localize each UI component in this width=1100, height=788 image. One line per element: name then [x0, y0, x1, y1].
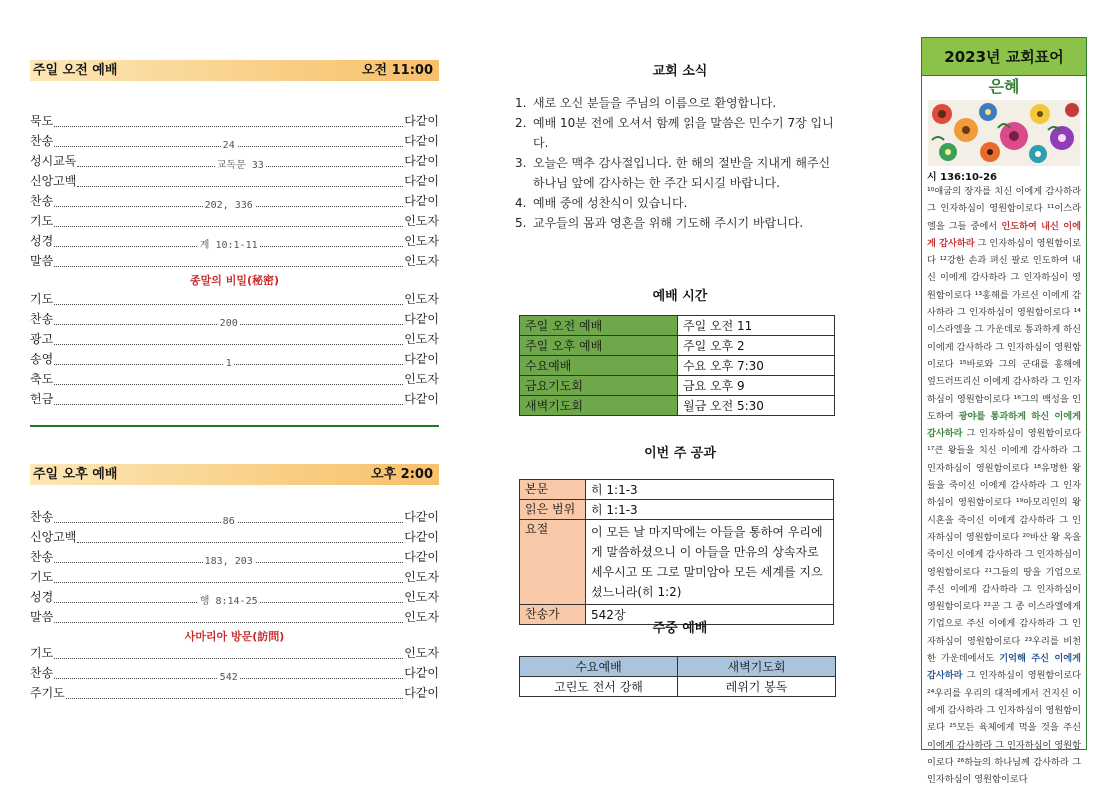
morning-service-title: 주일 오전 예배	[33, 63, 118, 78]
table-row: 요절 이 모든 날 마지막에는 아들을 통하여 우리에게 말씀하셨으니 이 아들을 만유의 상속자로 세우시고 또 그로 말미암아 모든 세계를 지으셨느니라(히 1:2)	[520, 520, 834, 605]
order-item-leader: 다같이	[404, 510, 439, 524]
leader-dots	[54, 312, 403, 329]
order-item-leader: 다같이	[404, 392, 439, 406]
news-item: 3. 오늘은 맥추 감사절입니다. 한 해의 절반을 지내게 해주신 하나님 앞에 감사하는 한 주간 되시길 바랍니다.	[515, 156, 831, 190]
order-item-leader: 인도자	[404, 372, 439, 386]
order-item-leader: 다같이	[404, 666, 439, 680]
afternoon-service-title: 주일 오후 예배	[33, 467, 118, 482]
order-item	[30, 644, 439, 662]
order-item	[30, 370, 439, 388]
morning-sermon-title: 종말의 비밀(秘密)	[189, 274, 279, 287]
table-row: 읽은 범위 히 1:1-3	[520, 500, 834, 520]
order-item	[30, 508, 439, 526]
table-row: 주일 오후 예배 주일 오후 2	[520, 336, 835, 356]
order-item	[30, 350, 439, 368]
service-times-table	[519, 315, 835, 416]
leader-dots	[77, 530, 403, 543]
table-row: 새벽기도회 월금 오전 5:30	[520, 396, 835, 416]
news-title: 교회 소식	[652, 64, 708, 79]
order-item-leader: 다같이	[404, 194, 439, 208]
order-item-label: 찬송	[30, 134, 54, 148]
leader-dots	[77, 174, 403, 187]
order-item-label: 송영	[30, 352, 54, 366]
order-item	[30, 568, 439, 586]
leader-dots	[54, 254, 403, 267]
order-item-label: 헌금	[30, 392, 54, 406]
order-item-label: 찬송	[30, 194, 54, 208]
table-row: 금요기도회 금요 오후 9	[520, 376, 835, 396]
leader-dots	[77, 154, 403, 171]
afternoon-sermon-title: 사마리아 방문(訪問)	[184, 630, 285, 643]
leader-dots	[54, 114, 403, 127]
order-item	[30, 330, 439, 348]
order-item-label: 말씀	[30, 610, 54, 624]
order-item-leader: 다같이	[404, 114, 439, 128]
order-item	[30, 684, 439, 702]
table-row: 수요예배 새벽기도회	[520, 657, 836, 677]
order-item-leader: 다같이	[404, 134, 439, 148]
order-item	[30, 310, 439, 328]
order-item-leader: 다같이	[404, 154, 439, 168]
order-item	[30, 112, 439, 130]
order-item-detail: 1	[225, 358, 232, 369]
order-item-leader: 인도자	[404, 590, 439, 604]
leader-dots	[54, 332, 403, 345]
news-item: 1. 새로 오신 분들을 주님의 이름으로 환영합니다.	[515, 96, 777, 110]
leader-dots	[54, 372, 403, 385]
leader-dots	[54, 292, 403, 305]
order-item-leader: 인도자	[404, 570, 439, 584]
order-item-detail: 202, 336	[204, 200, 253, 211]
year-motto-title: 2023년 교회표어	[922, 38, 1086, 76]
motto-panel	[921, 37, 1087, 786]
order-item-label: 묵도	[30, 114, 54, 128]
leader-dots	[54, 610, 403, 623]
order-item-label: 찬송	[30, 312, 54, 326]
table-row: 본문 히 1:1-3	[520, 480, 834, 500]
order-item	[30, 548, 439, 566]
motto-word: 은혜	[988, 77, 1020, 96]
lesson-table	[519, 479, 834, 625]
leader-dots	[54, 646, 403, 659]
lesson-title: 이번 주 공과	[644, 446, 716, 461]
order-item	[30, 232, 439, 250]
order-item-leader: 인도자	[404, 234, 439, 248]
order-item	[30, 390, 439, 408]
order-item	[30, 528, 439, 546]
order-item-leader: 다같이	[404, 174, 439, 188]
order-item-detail: 24	[222, 140, 235, 151]
order-item-leader: 다같이	[404, 352, 439, 366]
table-row: 고린도 전서 강해 레위기 봉독	[520, 677, 836, 697]
order-item-leader: 인도자	[404, 254, 439, 268]
order-item-detail: 계 10:1-11	[199, 240, 258, 251]
order-item-leader: 다같이	[404, 312, 439, 326]
leader-dots	[54, 510, 403, 527]
order-item-leader: 다같이	[404, 530, 439, 544]
order-item-detail: 183, 203	[204, 556, 253, 567]
order-item-label: 기도	[30, 570, 54, 584]
section-divider	[30, 425, 439, 427]
midweek-table	[519, 656, 836, 697]
leader-dots	[54, 392, 403, 405]
leader-dots	[54, 134, 403, 151]
order-item	[30, 132, 439, 150]
morning-service-time: 오전 11:00	[361, 63, 433, 78]
leader-dots	[54, 550, 403, 567]
order-item-leader: 인도자	[404, 610, 439, 624]
news-item: 4. 예배 중에 성찬식이 있습니다.	[515, 196, 688, 210]
table-row: 주일 오전 예배 주일 오전 11	[520, 316, 835, 336]
order-item	[30, 608, 439, 626]
order-item	[30, 588, 439, 606]
order-item-label: 성경	[30, 234, 54, 248]
leader-dots	[54, 590, 403, 607]
order-item-label: 축도	[30, 372, 54, 386]
order-item-leader: 인도자	[404, 646, 439, 660]
order-item	[30, 152, 439, 170]
news-list	[515, 93, 845, 233]
order-item-label: 성경	[30, 590, 54, 604]
order-item-label: 성시교독	[30, 154, 77, 168]
order-item-detail: 86	[222, 516, 235, 527]
leader-dots	[66, 686, 403, 699]
order-item-detail: 542	[219, 672, 238, 683]
order-item-label: 신앙고백	[30, 530, 77, 544]
order-item-leader: 다같이	[404, 686, 439, 700]
psalm-reference: 시 136:10-26	[927, 172, 997, 183]
order-item-detail: 200	[219, 318, 238, 329]
afternoon-service-time: 오후 2:00	[371, 467, 433, 482]
order-item-leader: 다같이	[404, 550, 439, 564]
service-times-title: 예배 시간	[652, 289, 708, 304]
order-item-label: 기도	[30, 214, 54, 228]
order-item-label: 찬송	[30, 666, 54, 680]
order-item-detail: 교독문 33	[216, 160, 264, 171]
order-item-label: 광고	[30, 332, 54, 346]
afternoon-service-header	[30, 464, 439, 485]
leader-dots	[54, 194, 403, 211]
order-item	[30, 192, 439, 210]
leader-dots	[54, 234, 403, 251]
news-item: 2. 예배 10분 전에 오셔서 함께 읽을 말씀은 민수기 7장 입니다.	[515, 116, 834, 150]
morning-service-header	[30, 60, 439, 81]
order-item-leader: 인도자	[404, 332, 439, 346]
order-item	[30, 664, 439, 682]
order-item	[30, 252, 439, 270]
order-item-leader: 인도자	[404, 214, 439, 228]
order-item-label: 말씀	[30, 254, 54, 268]
order-item-label: 주기도	[30, 686, 65, 700]
order-item-label: 찬송	[30, 550, 54, 564]
news-item: 5. 교우들의 몸과 영혼을 위해 기도해 주시기 바랍니다.	[515, 216, 804, 230]
order-item-detail: 행 8:14-25	[199, 596, 258, 607]
order-item-label: 찬송	[30, 510, 54, 524]
leader-dots	[54, 214, 403, 227]
table-row: 찬송가 542장	[520, 605, 834, 625]
midweek-title: 주중 예배	[652, 621, 708, 636]
order-item	[30, 290, 439, 308]
order-item-label: 기도	[30, 292, 54, 306]
order-item-label: 기도	[30, 646, 54, 660]
psalm-text: ¹⁰애굽의 장자를 치신 이에게 감사하라 그 인자하심이 영원함이로다 ¹¹이스라엘을 그들 중에서 인도하여 내신 이에게 감사하라 그 인자하심이 영원함이로다 ¹²강한 손과 펴신 팔로 인도하여 내신 이에게 감사하라 그 인자하심이 영원함이로다 ¹³홍해를 가르신 이에게 감사하라 그 인자하심이 영원함이로다 ¹⁴이스라엘을 그 가운데로 통과하게 하신 이에게 감사하라 그 인자하심이 영원함이로다 ¹⁵바로와 그의 군대를 홍해에 엎드러뜨리신 이에게 감사하라 그 인자하심이 영원함이로다 ¹⁶그의 백성을 인도하여 광야를 통과하게 하신 이에게 감사하라 그 인자하심이 영원함이로다 ¹⁷큰 왕들을 치신 이에게 감사하라 그 인자하심이 영원함이로다 ¹⁸유명한 왕들을 죽이신 이에게 감사하라 그 인자하심이 영원함이로다 ¹⁹아모리인의 왕 시혼을 죽이신 이에게 감사하라 그 인자하심이 영원함이로다 ²⁰바산 왕 옥을 죽이신 이에게 감사하라 그 인자하심이 영원함이로다 ²¹그들의 땅을 기업으로 주신 이에게 감사하라 그 인자하심이 영원함이로다 ²²곧 그 종 이스라엘에게 기업으로 주신 이에게 감사하라 그 인자하심이 영원함이로다 ²³우리를 비천한 가운데에서도 기억해 주신 이에게 감사하라 그 인자하심이 영원함이로다 ²⁴우리를 우리의 대적에게서 건지신 이에게 감사하라 그 인자하심이 영원함이로다 ²⁵모든 육체에게 먹을 것을 주신 이에게 감사하라 그 인자하심이 영원함이로다 ²⁶하늘의 하나님께 감사하라 그 인자하심이 영원함이로다	[927, 186, 1082, 786]
leader-dots	[54, 352, 403, 369]
order-item	[30, 212, 439, 230]
leader-dots	[54, 666, 403, 683]
order-item-leader: 인도자	[404, 292, 439, 306]
leader-dots	[54, 570, 403, 583]
order-item-label: 신앙고백	[30, 174, 77, 188]
flower-illustration	[928, 100, 1080, 166]
order-item	[30, 172, 439, 190]
table-row: 수요예배 수요 오후 7:30	[520, 356, 835, 376]
